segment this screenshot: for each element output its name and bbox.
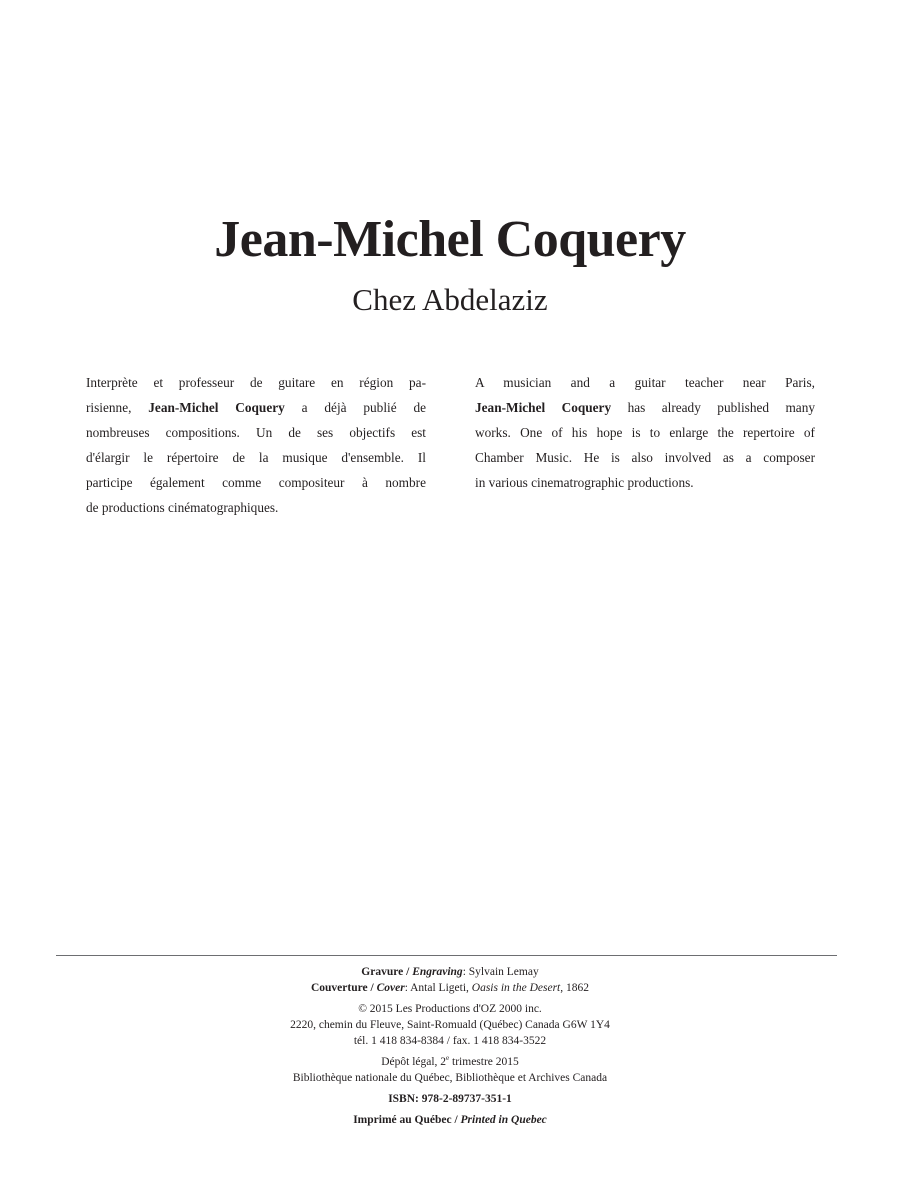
composer-name: Jean-Michel Coquery <box>214 211 686 268</box>
legal-deposit <box>0 1054 900 1070</box>
biography-english <box>475 370 815 495</box>
engraving-label-fr: Gravure / <box>361 966 410 978</box>
cover-label-fr: Couverture / <box>310 982 374 994</box>
isbn <box>0 1091 900 1107</box>
legal-deposit-text: Dépôt légal, 2 <box>381 1056 447 1068</box>
publisher-phone: tél. 1 418 834-8384 / fax. 1 418 834-3522 <box>353 1035 547 1047</box>
legal-deposit-superscript: e <box>446 1054 450 1063</box>
publication-credits <box>0 964 900 1128</box>
bio-en-text: has already published many <box>627 400 815 415</box>
engraving-value: : Sylvain Lemay <box>462 966 539 978</box>
engraving-credit <box>0 964 900 980</box>
engraving-label-en: Engraving <box>412 966 463 978</box>
printed-in <box>0 1112 900 1128</box>
footer-divider <box>56 955 837 956</box>
bio-en-line <box>475 395 815 420</box>
printed-in-en: Printed in Quebec <box>460 1114 547 1126</box>
bio-en-line: Chamber Music. He is also involved as a composer <box>475 450 815 465</box>
bio-fr-text: risienne, <box>86 400 132 415</box>
publisher-address: 2220, chemin du Fleuve, Saint-Romuald (Québec) Canada G6W 1Y4 <box>290 1019 610 1031</box>
bio-fr-line: participe également comme compositeur à nombre <box>86 475 426 490</box>
libraries-line: Bibliothèque nationale du Québec, Bibliothèque et Archives Canada <box>292 1072 608 1084</box>
isbn-text: ISBN: 978-2-89737-351-1 <box>388 1093 512 1105</box>
bio-fr-line: d'élargir le répertoire de la musique d'ensemble. Il <box>86 450 426 465</box>
biography-french <box>86 370 426 520</box>
cover-credit <box>0 980 900 996</box>
bio-fr-composer-name: Jean-Michel Coquery <box>148 400 285 415</box>
cover-artist: : Antal Ligeti, <box>404 982 469 994</box>
bio-en-line: A musician and a guitar teacher near Paris, <box>475 375 815 390</box>
bio-fr-line: de productions cinématographiques. <box>86 500 279 515</box>
bio-fr-line: Interprète et professeur de guitare en région pa- <box>86 375 426 390</box>
bio-fr-text: a déjà publié de <box>301 400 427 415</box>
bio-en-composer-name: Jean-Michel Coquery <box>475 400 612 415</box>
cover-label-en: Cover <box>376 982 405 994</box>
bio-fr-line: nombreuses compositions. Un de ses objectifs est <box>86 425 426 440</box>
legal-deposit-text: trimestre 2015 <box>452 1056 519 1068</box>
bio-en-line: works. One of his hope is to enlarge the repertoire of <box>475 425 815 440</box>
bio-en-line: in various cinematrographic productions. <box>475 475 694 490</box>
bio-fr-line <box>86 395 426 420</box>
piece-title: Chez Abdelaziz <box>352 282 548 317</box>
cover-year: , 1862 <box>560 982 589 994</box>
copyright-line: © 2015 Les Productions d'OZ 2000 inc. <box>358 1003 542 1015</box>
cover-artwork-title: Oasis in the Desert <box>471 982 561 994</box>
printed-in-fr: Imprimé au Québec / <box>353 1114 458 1126</box>
